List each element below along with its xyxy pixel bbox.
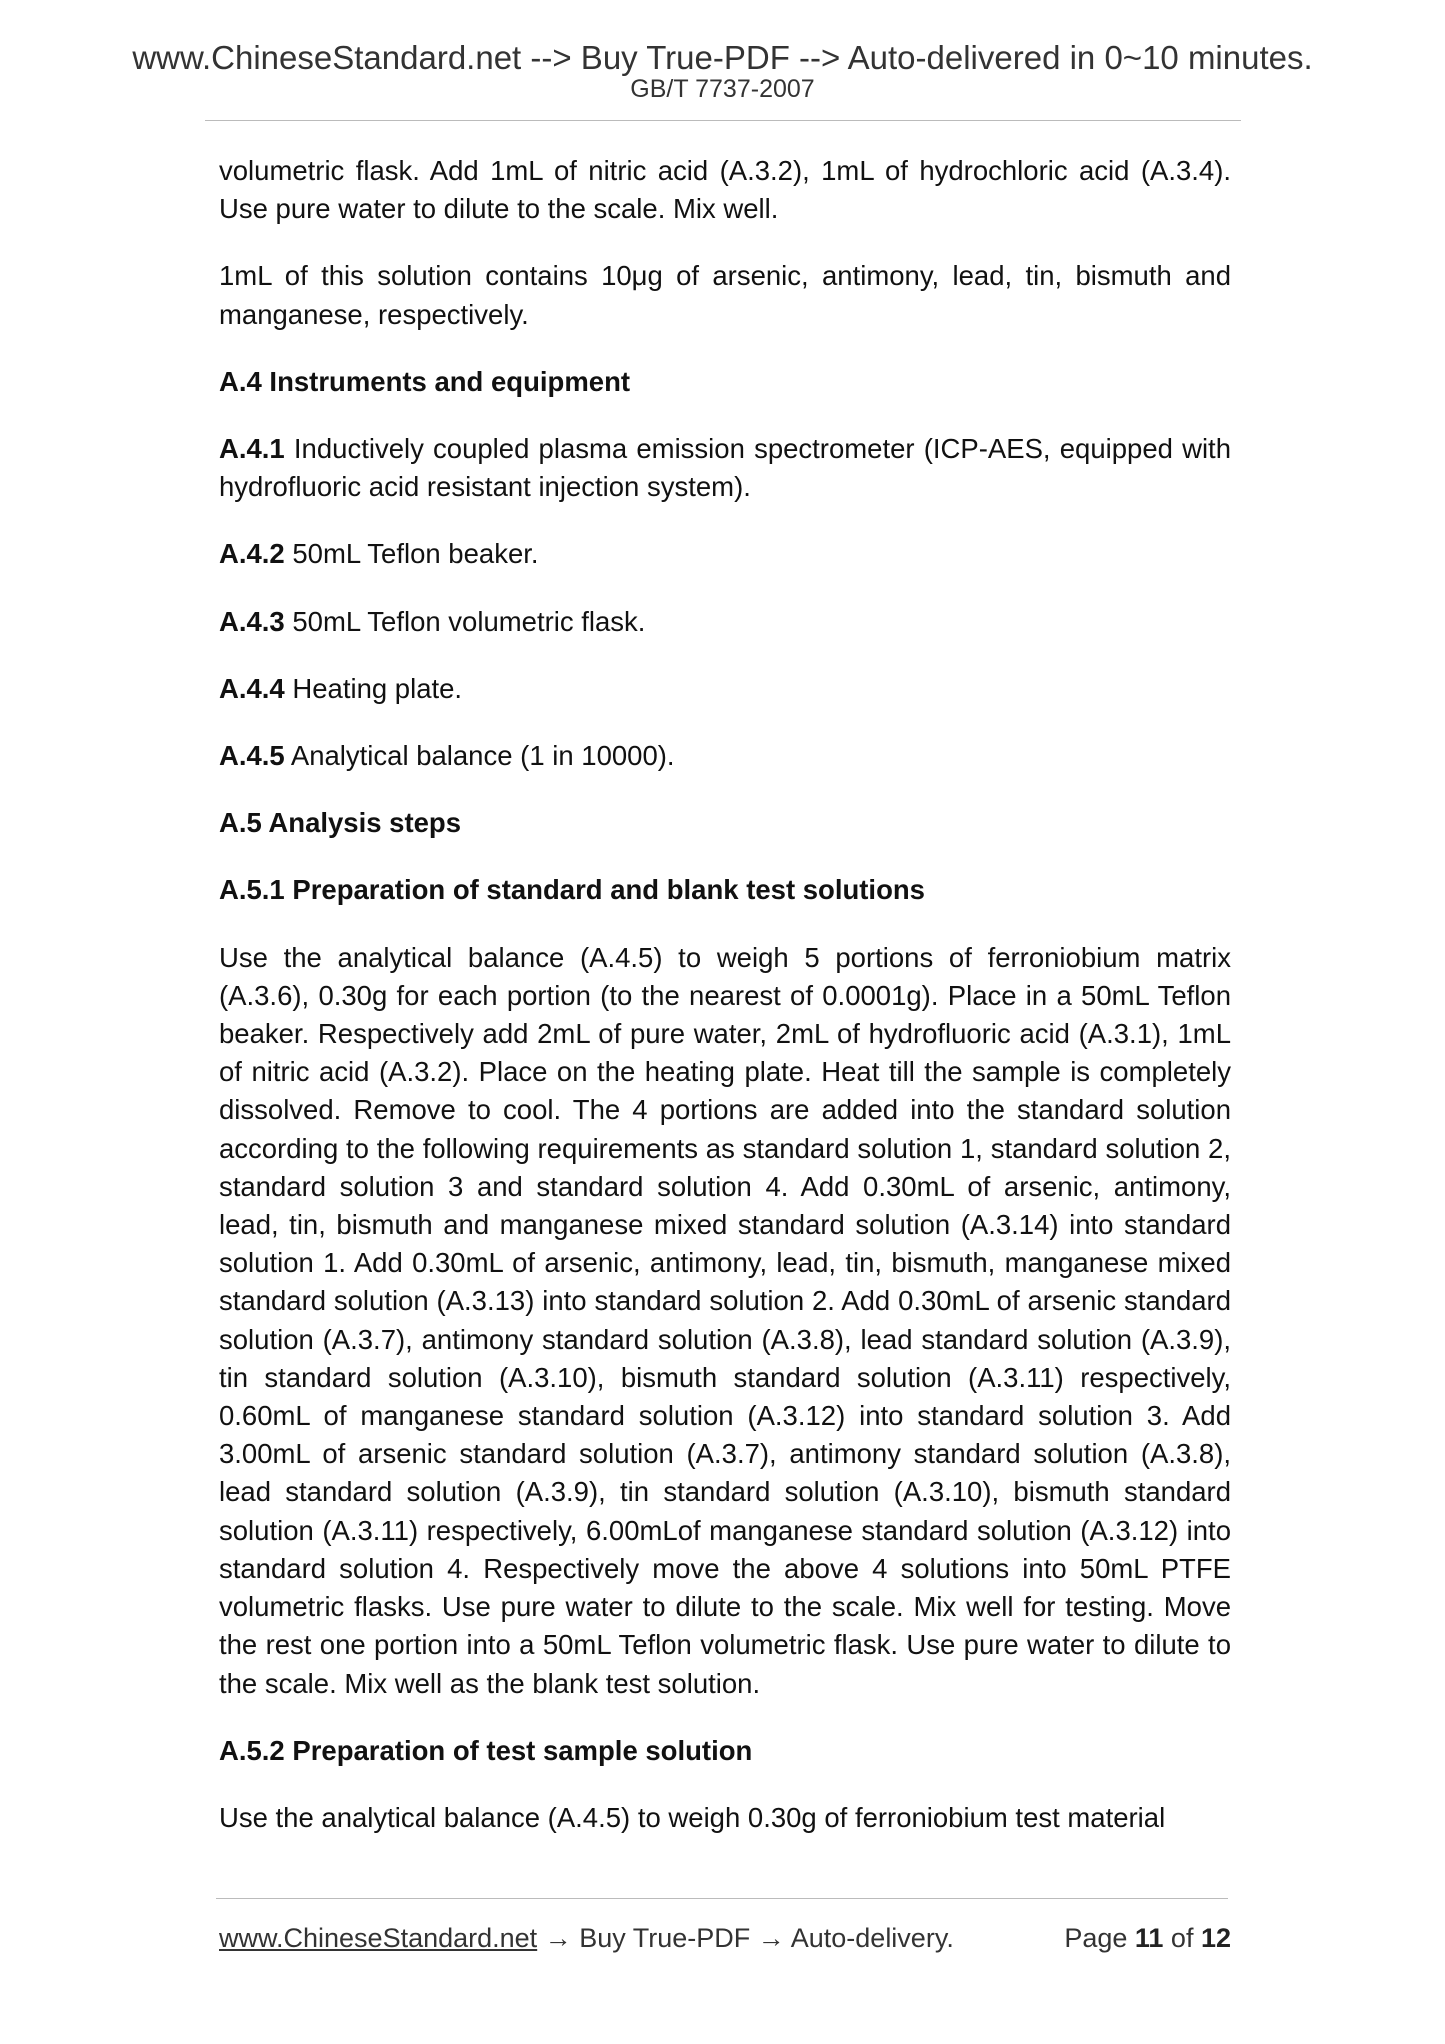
clause-a44: [219, 670, 1231, 708]
document-body: [219, 152, 1231, 1866]
subsection-heading-a52: A.5.2 Preparation of test sample solution: [219, 1734, 753, 1766]
clause-text: Inductively coupled plasma emission spectrometer (ICP-AES, equipped with hydrofluoric acid resistant injection system).: [219, 433, 1231, 503]
clause-number: A.4.1: [219, 433, 285, 465]
clause-number: A.4.3: [219, 605, 285, 637]
header-divider: [205, 120, 1241, 121]
clause-text: 50mL Teflon beaker.: [284, 538, 539, 570]
section-heading-a4: A.4 Instruments and equipment: [219, 365, 631, 397]
clause-a45: [219, 737, 1231, 775]
footer-tagline: → Buy True-PDF → Auto-delivery.: [537, 1923, 954, 1953]
site-banner: www.ChineseStandard.net --> Buy True-PDF --> Auto-delivered in 0~10 minutes.: [132, 39, 1313, 76]
clause-a43: [219, 603, 1231, 641]
clause-a42: [219, 535, 1231, 573]
section-heading-a5: A.5 Analysis steps: [219, 807, 462, 839]
clause-text: Analytical balance (1 in 10000).: [284, 740, 675, 772]
total-pages: 12: [1200, 1923, 1231, 1953]
clause-number: A.4.2: [219, 538, 285, 570]
clause-number: A.4.5: [219, 740, 285, 772]
paragraph: Use the analytical balance (A.4.5) to weigh 5 portions of ferroniobium matrix (A.3.6), 0.30g for each portion (to the nearest of 0.0001g). Place in a 50mL Teflon beaker. Respectively add 2mL of pure water, 2mL of hydrofluoric acid (A.3.1), 1mL of nitric acid (A.3.2). Place on the heating plate. Heat till the sample is completely dissolved. Remove to cool. The 4 portions are added into the standard solution according to the following requirements as standard solution 1, standard solution 2, standard solution 3 and standard solution 4. Add 0.30mL of arsenic, antimony, lead, tin, bismuth and manganese mixed standard solution (A.3.14) into standard solution 1. Add 0.30mL of arsenic, antimony, lead, tin, bismuth, manganese mixed standard solution (A.3.13) into standard solution 2. Add 0.30mL of arsenic standard solution (A.3.7), antimony standard solution (A.3.8), lead standard solution (A.3.9), tin standard solution (A.3.10), bismuth standard solution (A.3.11) respectively, 0.60mL of manganese standard solution (A.3.12) into standard solution 3. Add 3.00mL of arsenic standard solution (A.3.7), antimony standard solution (A.3.8), lead standard solution (A.3.9), tin standard solution (A.3.10), bismuth standard solution (A.3.11) respectively, 6.00mLof manganese standard solution (A.3.12) into standard solution 4. Respectively move the above 4 solutions into 50mL PTFE volumetric flasks. Use pure water to dilute to the scale. Mix well for testing. Move the rest one portion into a 50mL Teflon volumetric flask. Use pure water to dilute to the scale. Mix well as the blank test solution.: [219, 941, 1231, 1699]
paragraph: 1mL of this solution contains 10μg of arsenic, antimony, lead, tin, bismuth and manganese, respectively.: [219, 260, 1231, 330]
current-page: 11: [1134, 1923, 1164, 1953]
paragraph: Use the analytical balance (A.4.5) to weigh 0.30g of ferroniobium test material: [219, 1801, 1166, 1833]
clause-number: A.4.4: [219, 672, 285, 704]
footer-divider: [216, 1898, 1228, 1899]
site-link[interactable]: www.ChineseStandard.net: [219, 1923, 538, 1953]
standard-code: GB/T 7737-2007: [630, 75, 815, 103]
clause-text: Heating plate.: [284, 672, 463, 704]
page-footer: [219, 1918, 1231, 1958]
paragraph: volumetric flask. Add 1mL of nitric acid (A.3.2), 1mL of hydrochloric acid (A.3.4). Use pure water to dilute to the scale. Mix well.: [219, 155, 1231, 225]
subsection-heading-a51: A.5.1 Preparation of standard and blank test solutions: [219, 874, 925, 906]
page-indicator: Page 11 of 12: [1064, 1923, 1231, 1953]
clause-a41: [219, 430, 1231, 506]
clause-text: 50mL Teflon volumetric flask.: [284, 605, 646, 637]
